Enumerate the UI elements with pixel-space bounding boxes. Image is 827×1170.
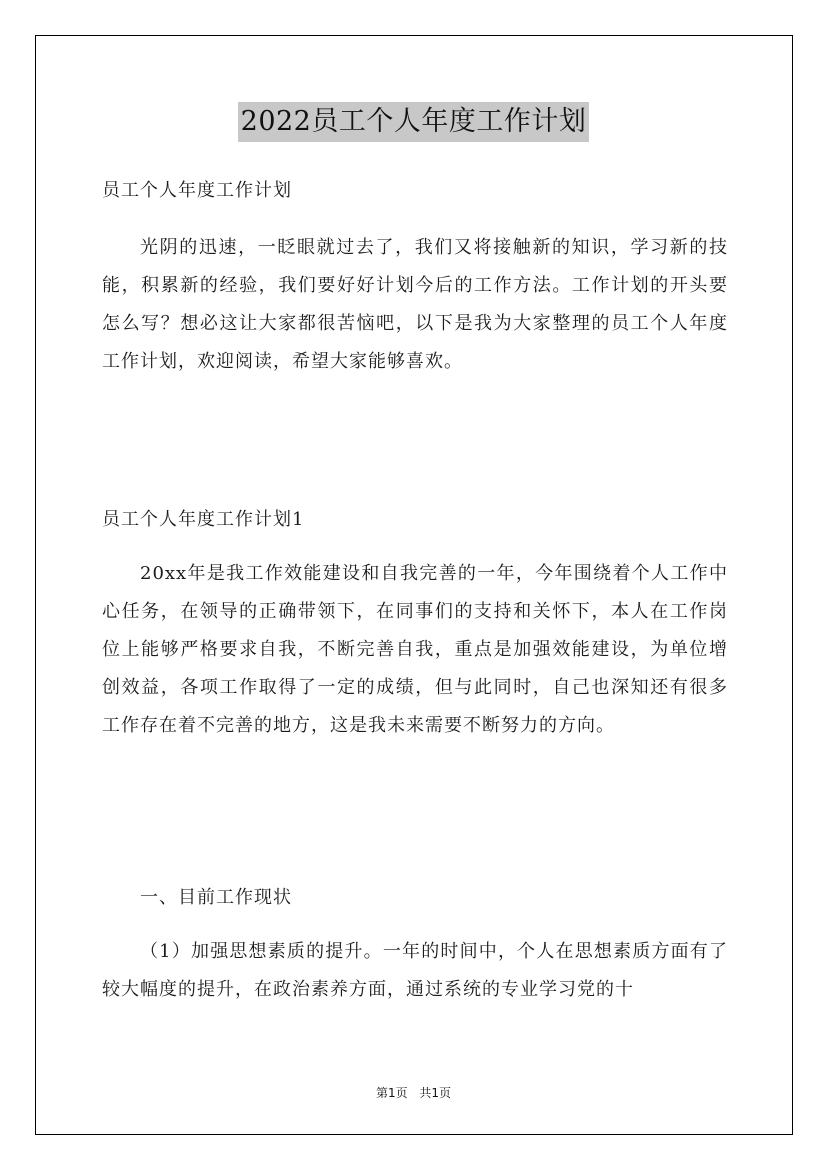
page-number: 第1页 <box>375 1086 408 1100</box>
item1-block <box>102 933 728 1009</box>
page-total: 共1页 <box>419 1086 452 1100</box>
section1-block <box>102 501 728 539</box>
subheading-block <box>102 879 728 917</box>
subtitle: 员工个人年度工作计划 <box>102 180 292 201</box>
document-title: 2022员工个人年度工作计划 <box>238 102 590 142</box>
section1-body <box>102 555 728 745</box>
document-body <box>102 172 728 210</box>
intro-block <box>102 229 728 381</box>
section1-paragraph: 20xx年是我工作效能建设和自我完善的一年，今年围绕着个人工作中心任务，在领导的正确带领下，在同事们的支持和关怀下，本人在工作岗位上能够严格要求自我，不断完善自我，重点是加强效能建设，为单位增创效益，各项工作取得了一定的成绩，但与此同时，自己也深知还有很多工作存在着不完善的地方，这是我未来需要不断努力的方向。 <box>102 563 728 736</box>
intro-paragraph: 光阴的迅速，一眨眼就过去了，我们又将接触新的知识，学习新的技能，积累新的经验，我们要好好计划今后的工作方法。工作计划的开头要怎么写？想必这让大家都很苦恼吧，以下是我为大家整理的员工个人年度工作计划，欢迎阅读，希望大家能够喜欢。 <box>102 237 728 372</box>
title-container <box>0 102 827 142</box>
section1-heading: 员工个人年度工作计划1 <box>102 509 305 530</box>
page-footer <box>0 1084 827 1101</box>
sub-heading: 一、目前工作现状 <box>140 887 292 908</box>
item1-paragraph: （1）加强思想素质的提升。一年的时间中，个人在思想素质方面有了较大幅度的提升，在政治素养方面，通过系统的专业学习党的十 <box>102 941 728 1000</box>
